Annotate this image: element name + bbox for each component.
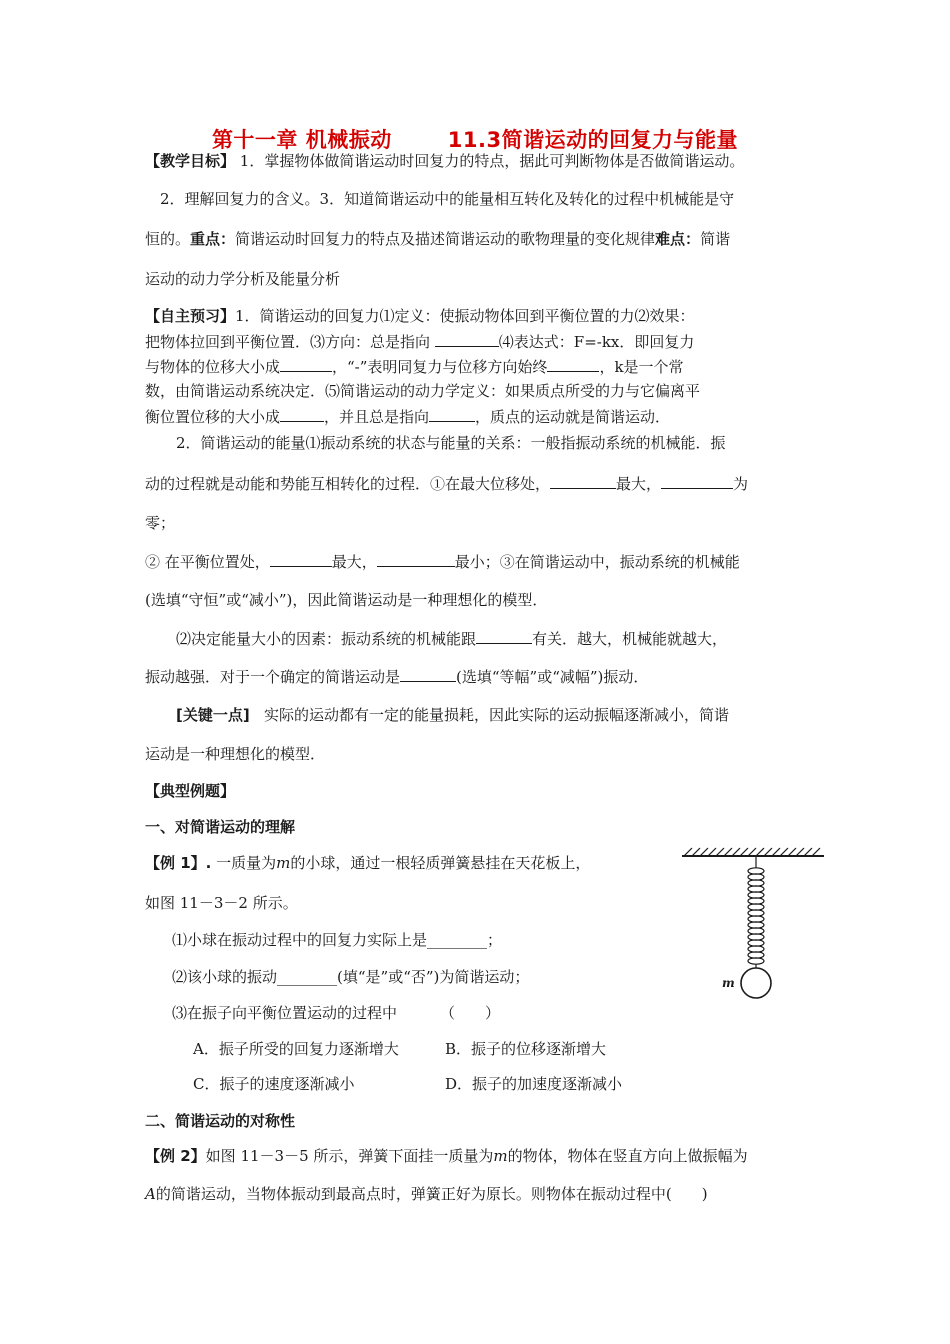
goals-text-1: 1．掌握物体做简谐运动时回复力的特点，据此可判断物体是否做简谐运动。 (239, 152, 745, 170)
energy-line-4 (145, 550, 740, 573)
preview-line-2 (145, 330, 694, 353)
question-3-text: ⑶在振子向平衡位置运动的过程中 (172, 1004, 398, 1022)
answer-bracket-3[interactable]: （ ） (439, 1004, 500, 1022)
preview-line-1 (145, 305, 695, 327)
section-2-heading: 二、简谐运动的对称性 (145, 1112, 296, 1130)
ball-icon (741, 968, 771, 998)
preview-line-5 (145, 405, 670, 428)
energy-text-3: 零； (145, 514, 176, 532)
blank-proportional[interactable] (280, 355, 332, 372)
example-2-line-2 (145, 1183, 708, 1205)
blank-max-energy[interactable] (550, 472, 616, 489)
title-chapter: 第十一章 机械振动 (211, 128, 392, 152)
key-point-line-2 (145, 743, 325, 765)
section-1-heading: 一、对简谐运动的理解 (145, 818, 296, 836)
focus-label: 重点： (190, 230, 236, 248)
example-1-line-2: 如图 11－3－2 所示。 (145, 894, 298, 912)
focus-text: 简谐运动时回复力的特点及描述简谐运动的歌物理量的变化规律 (235, 230, 656, 248)
goals-text-3: 恒的。 (145, 230, 191, 248)
blank-eq-min[interactable] (377, 550, 455, 567)
ceiling-icon (682, 848, 824, 856)
spring-mass-figure (678, 846, 828, 1026)
energy-text-7a: 振动越强．对于一个确定的简谐运动是 (145, 668, 401, 686)
blank-point-to[interactable] (429, 405, 475, 422)
example-1-text-a: 一质量为 (216, 854, 277, 872)
energy-line-2 (145, 472, 748, 495)
example-2-text-c: 的简谐运动，当物体振动到最高点时，弹簧正好为原长。则物体在振动过程中( ) (155, 1185, 708, 1203)
preview-text-5a: 衡位置位移的大小成 (145, 408, 281, 426)
energy-text-6b: 有关．越大，机械能就越大， (532, 630, 728, 648)
energy-text-5: (选填“守恒”或“减小”)，因此简谐运动是一种理想化的模型． (145, 591, 548, 609)
blank-eq-max[interactable] (270, 550, 332, 567)
blank-amplitude-type[interactable] (400, 665, 456, 682)
key-point-text-1: 实际的运动都有一定的能量损耗，因此实际的运动振幅逐渐减小，简谐 (264, 706, 730, 724)
preview-text-3b: ，“-”表明同复力与位移方向始终 (332, 358, 548, 376)
energy-line-7 (145, 665, 648, 688)
energy-text-4a: ② 在平衡位置处， (145, 553, 270, 571)
example-2-text-a: 如图 11－3－5 所示，弹簧下面挂一质量为 (205, 1147, 494, 1165)
example-2-text-b: 的物体，物体在竖直方向上做振幅为 (507, 1147, 748, 1165)
title-section: 11.3简谐运动的回复力与能量 (447, 128, 739, 152)
goals-line-4 (145, 268, 340, 290)
example-2-line-1 (145, 1145, 748, 1167)
figure-mass-label: m (722, 976, 735, 990)
key-point-text-2: 运动是一种理想化的模型． (145, 745, 326, 763)
energy-text-7b: (选填“等幅”或“减幅”)振动． (456, 668, 649, 686)
energy-line-1 (176, 432, 726, 454)
goals-label: 【教学目标】 (145, 152, 236, 170)
goals-line-1 (145, 150, 744, 172)
question-3 (172, 1002, 500, 1024)
preview-text-3a: 与物体的位移大小成 (145, 358, 281, 376)
preview-text-3c: ，k是一个常 (599, 358, 684, 376)
example-2-amplitude-symbol: A (145, 1185, 156, 1203)
blank-opposite[interactable] (547, 355, 599, 372)
energy-text-2c: 为 (733, 475, 749, 493)
spring-icon (748, 856, 764, 968)
example-2-mass-symbol: m (493, 1147, 508, 1165)
option-d: D．振子的加速度逐渐减小 (445, 1075, 623, 1093)
energy-text-1: 2．简谐运动的能量⑴振动系统的状态与能量的关系：一般指振动系统的机械能．振 (176, 434, 726, 452)
example-1-text-b: 的小球，通过一根轻质弹簧悬挂在天花板上， (290, 854, 591, 872)
preview-text-5c: ，质点的运动就是简谐运动． (475, 408, 671, 426)
preview-text-1: 1．简谐运动的回复力⑴定义：使振动物体回到平衡位置的力⑵效果： (235, 307, 695, 325)
example-1-mass-symbol: m (276, 854, 291, 872)
preview-line-4 (145, 380, 700, 402)
question-2: ⑵该小球的振动________(填“是”或“否”)为简谐运动； (172, 968, 530, 986)
blank-zero-energy[interactable] (661, 472, 733, 489)
energy-text-4b: 最大， (331, 553, 377, 571)
blank-energy-factor[interactable] (476, 627, 532, 644)
example-1-label: 【例 1】. (145, 854, 212, 872)
energy-line-3 (145, 512, 175, 534)
option-a: A．振子所受的回复力逐渐增大 (193, 1040, 399, 1058)
difficulty-text-a: 简谐 (700, 230, 731, 248)
preview-line-3 (145, 355, 684, 378)
preview-text-5b: ，并且总是指向 (324, 408, 430, 426)
energy-line-6 (176, 627, 727, 650)
preview-label: 【自主预习】 (145, 307, 236, 325)
energy-text-6a: ⑵决定能量大小的因素：振动系统的机械能跟 (176, 630, 477, 648)
question-1: ⑴小球在振动过程中的回复力实际上是________； (172, 931, 503, 949)
blank-proportional-2[interactable] (280, 405, 324, 422)
difficulty-text-b: 运动的动力学分析及能量分析 (145, 270, 341, 288)
goals-line-3 (145, 228, 730, 250)
preview-text-2a: 把物体拉回到平衡位置．⑶方向：总是指向 (145, 333, 431, 351)
goals-line-2 (160, 188, 734, 210)
blank-direction[interactable] (435, 330, 499, 347)
goals-text-2: 2．理解回复力的含义。3．知道简谐运动中的能量相互转化及转化的过程中机械能是守 (160, 190, 735, 208)
option-c: C．振子的速度逐渐减小 (193, 1075, 355, 1093)
energy-line-5 (145, 589, 547, 611)
example-1-line-1 (145, 852, 590, 874)
difficulty-label: 难点： (655, 230, 701, 248)
option-b: B．振子的位移逐渐增大 (445, 1040, 607, 1058)
examples-heading: 【典型例题】 (145, 782, 236, 800)
preview-text-2b: ⑷表达式：F=-kx．即回复力 (498, 333, 695, 351)
energy-text-2b: 最大， (616, 475, 662, 493)
example-2-label: 【例 2】 (145, 1147, 206, 1165)
energy-text-4c: 最小；③在简谐运动中，振动系统的机械能 (454, 553, 740, 571)
preview-text-4: 数，由简谐运动系统决定．⑸简谐运动的动力学定义：如果质点所受的力与它偏离平 (145, 382, 701, 400)
key-point-label: [关键一点] (176, 706, 250, 724)
key-point-line-1 (176, 704, 729, 726)
energy-text-2a: 动的过程就是动能和势能互相转化的过程．①在最大位移处， (145, 475, 551, 493)
